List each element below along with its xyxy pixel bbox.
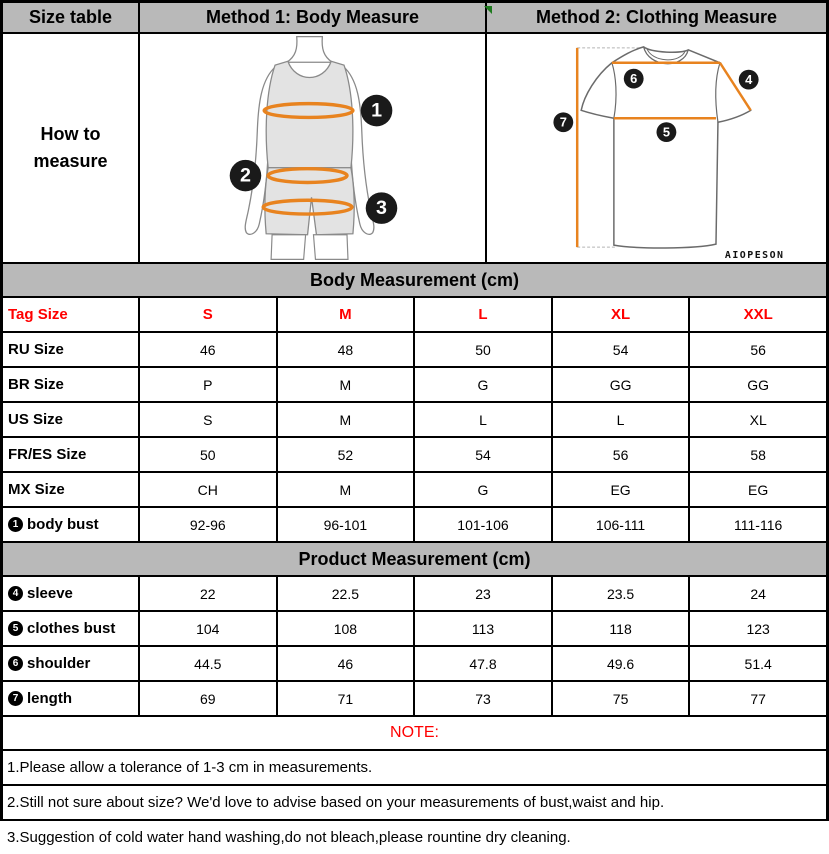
cell-value: 104	[138, 612, 276, 645]
cell-value: 73	[413, 682, 551, 715]
cell-value: G	[413, 368, 551, 401]
cell-value: S	[138, 403, 276, 436]
cell-value: 58	[688, 438, 826, 471]
table-row-us-size	[3, 401, 826, 436]
row-label-text: body bust	[27, 516, 99, 533]
marker-1-badge	[361, 95, 393, 127]
clothing-measure-illustration	[485, 34, 826, 262]
row-label	[3, 647, 138, 680]
size-table-title: Size table	[3, 3, 138, 32]
note-title: NOTE:	[390, 724, 439, 741]
row-label	[3, 682, 138, 715]
svg-text:6: 6	[630, 71, 638, 87]
cell-value: 92-96	[138, 508, 276, 541]
circled-1-icon: 1	[8, 517, 23, 532]
cell-corner-flag	[484, 6, 492, 14]
cell-value: GG	[688, 368, 826, 401]
tshirt-figure-icon	[487, 34, 826, 262]
row-label: MX Size	[8, 481, 65, 498]
cell-value: 118	[551, 612, 689, 645]
cell-value: 46	[276, 647, 414, 680]
cell-value: 22.5	[276, 577, 414, 610]
table-row-br-size	[3, 366, 826, 401]
cell-value: 56	[688, 333, 826, 366]
cell-value: 49.6	[551, 647, 689, 680]
cell-value: 113	[413, 612, 551, 645]
title-row	[3, 3, 826, 32]
cell-value: 46	[138, 333, 276, 366]
cell-value: 50	[138, 438, 276, 471]
circled-7-icon: 7	[8, 691, 23, 706]
cell-value: 101-106	[413, 508, 551, 541]
cell-value: L	[413, 403, 551, 436]
cell-value: 123	[688, 612, 826, 645]
cell-value: 75	[551, 682, 689, 715]
cell-value: P	[138, 368, 276, 401]
row-label: US Size	[8, 411, 64, 428]
method2-title: Method 2: Clothing Measure	[485, 3, 826, 32]
note-text: 1.Please allow a tolerance of 1-3 cm in measurements.	[7, 759, 373, 776]
body-figure-icon	[140, 34, 485, 262]
note-row-2	[3, 784, 826, 819]
marker-7-badge	[553, 112, 573, 132]
cell-value: 47.8	[413, 647, 551, 680]
table-row-mx-size	[3, 471, 826, 506]
how-to-measure-label: How to measure	[33, 124, 108, 171]
cell-value: 111-116	[688, 508, 826, 541]
row-label-text: shoulder	[27, 655, 91, 672]
cell-value: 106-111	[551, 508, 689, 541]
cell-value: 77	[688, 682, 826, 715]
marker-6-badge	[624, 69, 644, 89]
cell-value: M	[276, 368, 414, 401]
cell-value: 23	[413, 577, 551, 610]
table-row-fres-size	[3, 436, 826, 471]
circled-6-icon: 6	[8, 656, 23, 671]
cell-value: XL	[688, 403, 826, 436]
product-measurement-header	[3, 541, 826, 575]
cell-value: 54	[413, 438, 551, 471]
table-row-clothes-bust	[3, 610, 826, 645]
tag-size-l: L	[413, 298, 551, 331]
cell-value: 96-101	[276, 508, 414, 541]
tag-size-row	[3, 296, 826, 331]
table-row-sleeve	[3, 575, 826, 610]
cell-value: 48	[276, 333, 414, 366]
table-row-shoulder	[3, 645, 826, 680]
cell-value: 51.4	[688, 647, 826, 680]
marker-3-badge	[366, 192, 398, 224]
cell-value: 69	[138, 682, 276, 715]
svg-text:5: 5	[662, 124, 670, 140]
method1-title: Method 1: Body Measure	[138, 3, 485, 32]
marker-5-badge	[657, 122, 677, 142]
cell-value: M	[276, 403, 414, 436]
row-label: RU Size	[8, 341, 64, 358]
row-label	[3, 508, 138, 541]
table-row-length	[3, 680, 826, 715]
note-row-3	[3, 819, 826, 854]
svg-text:2: 2	[239, 164, 251, 187]
table-row-ru-size	[3, 331, 826, 366]
table-row-body-bust	[3, 506, 826, 541]
circled-4-icon: 4	[8, 586, 23, 601]
tag-size-xl: XL	[551, 298, 689, 331]
cell-value: EG	[551, 473, 689, 506]
cell-value: 50	[413, 333, 551, 366]
note-row-1	[3, 749, 826, 784]
row-label-text: clothes bust	[27, 620, 116, 637]
row-label	[3, 577, 138, 610]
svg-text:7: 7	[559, 114, 567, 130]
cell-value: 54	[551, 333, 689, 366]
tag-size-m: M	[276, 298, 414, 331]
cell-value: 71	[276, 682, 414, 715]
svg-text:1: 1	[371, 99, 383, 122]
cell-value: G	[413, 473, 551, 506]
row-label-text: length	[27, 690, 72, 707]
row-label-text: sleeve	[27, 585, 73, 602]
svg-text:3: 3	[376, 197, 387, 220]
body-measurement-header	[3, 262, 826, 296]
cell-value: L	[551, 403, 689, 436]
tag-size-xxl: XXL	[688, 298, 826, 331]
note-header-row	[3, 715, 826, 749]
cell-value: M	[276, 473, 414, 506]
product-measurement-title: Product Measurement (cm)	[3, 543, 826, 575]
tag-size-s: S	[138, 298, 276, 331]
body-measurement-title: Body Measurement (cm)	[3, 264, 826, 296]
brand-text: AIOPESON	[724, 250, 785, 262]
note-text: 2.Still not sure about size? We'd love to advise based on your measurements of bust,waist and hip.	[7, 794, 665, 811]
cell-value: EG	[688, 473, 826, 506]
marker-2-badge	[230, 160, 262, 192]
cell-value: 23.5	[551, 577, 689, 610]
svg-text:4: 4	[745, 72, 753, 88]
row-label	[3, 612, 138, 645]
row-label: BR Size	[8, 376, 64, 393]
cell-value: 22	[138, 577, 276, 610]
cell-value: 44.5	[138, 647, 276, 680]
body-measure-illustration	[138, 34, 485, 262]
cell-value: CH	[138, 473, 276, 506]
cell-value: 56	[551, 438, 689, 471]
cell-value: GG	[551, 368, 689, 401]
row-label-tag-size: Tag Size	[8, 306, 68, 323]
note-text: 3.Suggestion of cold water hand washing,do not bleach,please rountine dry cleaning.	[7, 829, 571, 846]
circled-5-icon: 5	[8, 621, 23, 636]
marker-4-badge	[739, 70, 759, 90]
cell-value: 24	[688, 577, 826, 610]
illustration-row	[3, 32, 826, 262]
cell-value: 108	[276, 612, 414, 645]
cell-value: 52	[276, 438, 414, 471]
row-label: FR/ES Size	[8, 446, 87, 463]
